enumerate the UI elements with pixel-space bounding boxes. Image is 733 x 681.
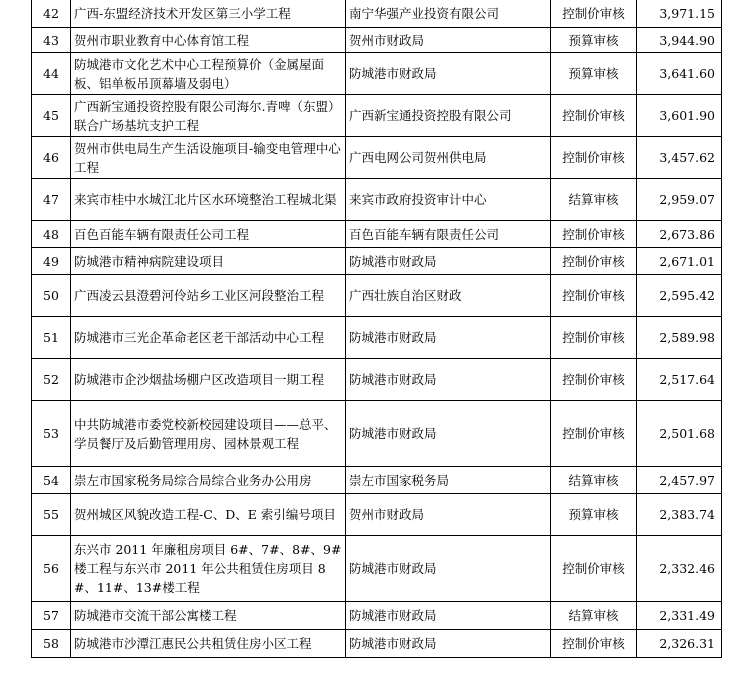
owner-unit: 防城港市财政局 [346, 248, 551, 275]
owner-unit: 广西壮族自治区财政 [346, 275, 551, 317]
table-row [32, 536, 722, 602]
amount: 2,673.86 [637, 221, 722, 248]
audit-projects-table [31, 0, 722, 658]
row-number: 49 [32, 248, 71, 275]
owner-unit: 防城港市财政局 [346, 359, 551, 401]
amount: 3,641.60 [637, 53, 722, 95]
amount: 3,457.62 [637, 137, 722, 179]
project-name: 防城港市企沙烟盐场棚户区改造项目一期工程 [71, 359, 346, 401]
amount: 2,671.01 [637, 248, 722, 275]
table-row [32, 317, 722, 359]
row-number: 53 [32, 401, 71, 467]
audit-type: 控制价审核 [551, 630, 637, 658]
audit-type: 结算审核 [551, 467, 637, 494]
table-row [32, 602, 722, 630]
row-number: 52 [32, 359, 71, 401]
amount: 2,331.49 [637, 602, 722, 630]
project-name: 东兴市 2011 年廉租房项目 6#、7#、8#、9#楼工程与东兴市 2011 年公共租赁住房项目 8#、11#、13#楼工程 [71, 536, 346, 602]
row-number: 54 [32, 467, 71, 494]
project-name: 防城港市精神病院建设项目 [71, 248, 346, 275]
table-row [32, 248, 722, 275]
amount: 3,971.15 [637, 0, 722, 28]
owner-unit: 防城港市财政局 [346, 53, 551, 95]
project-name: 广西-东盟经济技术开发区第三小学工程 [71, 0, 346, 28]
owner-unit: 防城港市财政局 [346, 401, 551, 467]
row-number: 46 [32, 137, 71, 179]
table-row [32, 401, 722, 467]
project-name: 防城港市文化艺术中心工程预算价（金属屋面板、铝单板吊顶幕墙及弱电） [71, 53, 346, 95]
owner-unit: 防城港市财政局 [346, 317, 551, 359]
owner-unit: 贺州市财政局 [346, 28, 551, 53]
project-name: 贺州市供电局生产生活设施项目-输变电管理中心工程 [71, 137, 346, 179]
table-row [32, 494, 722, 536]
owner-unit: 防城港市财政局 [346, 536, 551, 602]
audit-type: 控制价审核 [551, 317, 637, 359]
amount: 3,601.90 [637, 95, 722, 137]
row-number: 55 [32, 494, 71, 536]
project-name: 贺州市职业教育中心体育馆工程 [71, 28, 346, 53]
row-number: 45 [32, 95, 71, 137]
audit-type: 预算审核 [551, 28, 637, 53]
amount: 2,383.74 [637, 494, 722, 536]
amount: 2,332.46 [637, 536, 722, 602]
project-name: 广西凌云县澄碧河伶站乡工业区河段整治工程 [71, 275, 346, 317]
row-number: 44 [32, 53, 71, 95]
audit-type: 控制价审核 [551, 359, 637, 401]
owner-unit: 广西电网公司贺州供电局 [346, 137, 551, 179]
row-number: 50 [32, 275, 71, 317]
audit-type: 控制价审核 [551, 221, 637, 248]
audit-type: 预算审核 [551, 53, 637, 95]
audit-type: 控制价审核 [551, 275, 637, 317]
table-row [32, 28, 722, 53]
row-number: 58 [32, 630, 71, 658]
project-name: 防城港市交流干部公寓楼工程 [71, 602, 346, 630]
table-row [32, 221, 722, 248]
audit-type: 控制价审核 [551, 0, 637, 28]
amount: 2,326.31 [637, 630, 722, 658]
owner-unit: 南宁华强产业投资有限公司 [346, 0, 551, 28]
audit-type: 控制价审核 [551, 401, 637, 467]
owner-unit: 广西新宝通投资控股有限公司 [346, 95, 551, 137]
row-number: 47 [32, 179, 71, 221]
amount: 2,959.07 [637, 179, 722, 221]
audit-type: 控制价审核 [551, 536, 637, 602]
amount: 2,589.98 [637, 317, 722, 359]
table-body [32, 0, 722, 658]
table-row [32, 359, 722, 401]
table-row [32, 0, 722, 28]
project-name: 百色百能车辆有限责任公司工程 [71, 221, 346, 248]
owner-unit: 贺州市财政局 [346, 494, 551, 536]
amount: 2,595.42 [637, 275, 722, 317]
row-number: 42 [32, 0, 71, 28]
table-row [32, 95, 722, 137]
owner-unit: 崇左市国家税务局 [346, 467, 551, 494]
owner-unit: 防城港市财政局 [346, 602, 551, 630]
amount: 2,501.68 [637, 401, 722, 467]
audit-type: 结算审核 [551, 602, 637, 630]
amount: 2,457.97 [637, 467, 722, 494]
project-name: 贺州城区风貌改造工程-C、D、E 索引编号项目 [71, 494, 346, 536]
audit-type: 控制价审核 [551, 137, 637, 179]
project-name: 崇左市国家税务局综合局综合业务办公用房 [71, 467, 346, 494]
owner-unit: 防城港市财政局 [346, 630, 551, 658]
owner-unit: 百色百能车辆有限责任公司 [346, 221, 551, 248]
project-name: 防城港市三光企革命老区老干部活动中心工程 [71, 317, 346, 359]
table-row [32, 137, 722, 179]
table-row [32, 630, 722, 658]
owner-unit: 来宾市政府投资审计中心 [346, 179, 551, 221]
project-name: 中共防城港市委党校新校园建设项目——总平、学员餐厅及后勤管理用房、园林景观工程 [71, 401, 346, 467]
row-number: 43 [32, 28, 71, 53]
row-number: 51 [32, 317, 71, 359]
audit-type: 结算审核 [551, 179, 637, 221]
audit-type: 控制价审核 [551, 248, 637, 275]
table-row [32, 53, 722, 95]
table-row [32, 275, 722, 317]
table-row [32, 179, 722, 221]
row-number: 56 [32, 536, 71, 602]
project-name: 防城港市沙潭江惠民公共租赁住房小区工程 [71, 630, 346, 658]
project-name: 来宾市桂中水城江北片区水环境整治工程城北渠 [71, 179, 346, 221]
row-number: 57 [32, 602, 71, 630]
audit-type: 预算审核 [551, 494, 637, 536]
amount: 3,944.90 [637, 28, 722, 53]
table-row [32, 467, 722, 494]
amount: 2,517.64 [637, 359, 722, 401]
row-number: 48 [32, 221, 71, 248]
audit-type: 控制价审核 [551, 95, 637, 137]
project-name: 广西新宝通投资控股有限公司海尔.青啤（东盟）联合广场基坑支护工程 [71, 95, 346, 137]
